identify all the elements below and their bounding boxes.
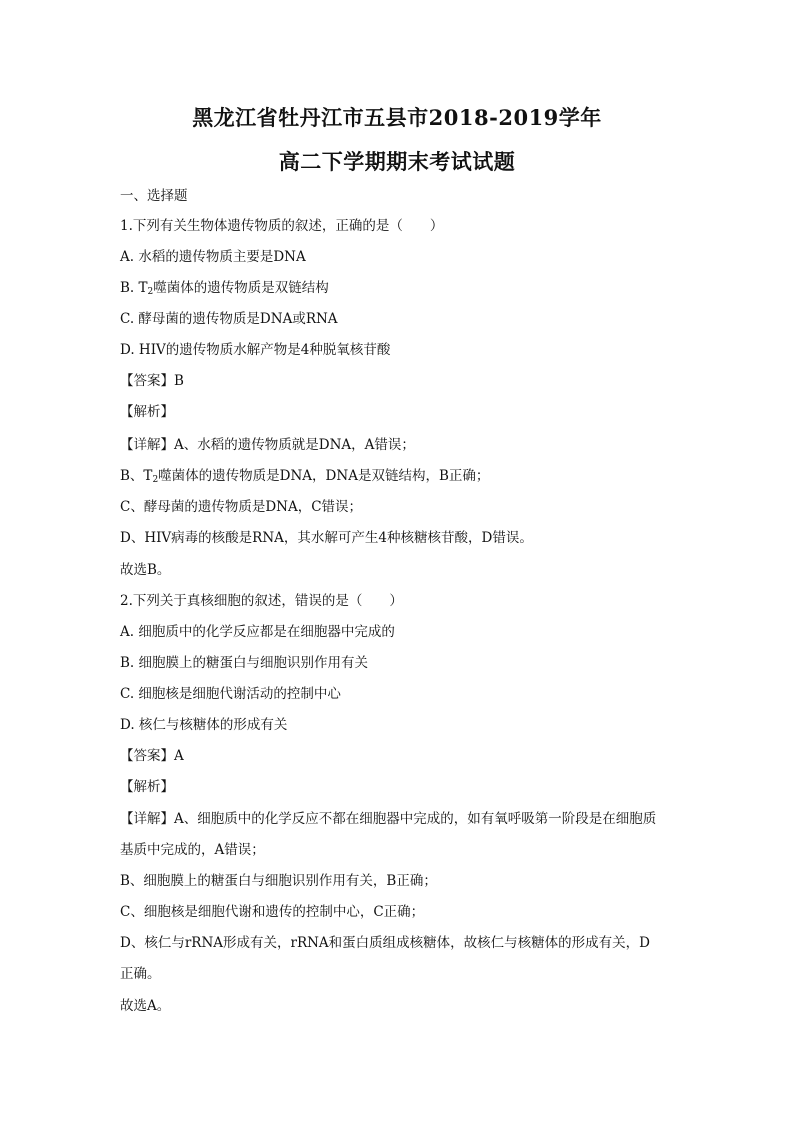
q1-analysis-heading: 【解析】 [120,404,174,420]
q1-option-d: D. HIV的遗传物质水解产物是4种脱氧核苷酸 [120,342,391,358]
q2-detail-3: C、细胞核是细胞代谢和遗传的控制中心，C正确； [120,904,425,920]
q2-detail-2: B、细胞膜上的糖蛋白与细胞识别作用有关，B正确； [120,873,437,889]
q1-option-b [120,279,680,297]
q1-detail-2 [120,467,680,485]
q1-detail-2-prefix: B、T [120,468,153,484]
q1-option-b-prefix: B. T [120,280,148,296]
section-heading: 一、选择题 [120,188,188,204]
document-title-line-2: 高二下学期期末考试试题 [278,149,516,174]
q2-conclusion: 故选A。 [120,998,171,1014]
q2-detail-1-line-1: 【详解】A、细胞质中的化学反应不都在细胞器中完成的，如有氧呼吸第一阶段是在细胞质 [120,811,657,827]
q2-option-c: C. 细胞核是细胞代谢活动的控制中心 [120,686,341,702]
q1-option-b-subscript: 2 [147,287,154,297]
q2-detail-4-line-2: 正确。 [120,966,161,982]
q2-detail-1-line-2: 基质中完成的，A错误； [120,842,265,858]
q2-option-d: D. 核仁与核糖体的形成有关 [120,717,288,733]
q1-option-a: A. 水稻的遗传物质主要是DNA [120,249,306,265]
q1-detail-2-suffix: 噬菌体的遗传物质是DNA，DNA是双链结构，B正确； [158,468,490,484]
q1-detail-1: 【详解】A、水稻的遗传物质就是DNA，A错误； [120,437,415,453]
q2-option-a: A. 细胞质中的化学反应都是在细胞器中完成的 [120,624,395,640]
q2-answer: 【答案】A [120,748,184,764]
q1-answer: 【答案】B [120,373,184,389]
q1-detail-3: C、酵母菌的遗传物质是DNA，C错误； [120,499,363,515]
q1-conclusion: 故选B。 [120,562,171,578]
q1-detail-4: D、HIV病毒的核酸是RNA，其水解可产生4种核糖核苷酸，D错误。 [120,530,533,546]
q2-analysis-heading: 【解析】 [120,779,174,795]
q2-detail-4-line-1: D、核仁与rRNA形成有关，rRNA和蛋白质组成核糖体，故核仁与核糖体的形成有关，D [120,935,651,951]
q1-stem: 1.下列有关生物体遗传物质的叙述，正确的是（ ） [120,218,444,234]
q1-detail-2-subscript: 2 [152,475,159,485]
document-title-line-1: 黑龙江省牡丹江市五县市2018-2019学年 [192,105,602,130]
q1-option-b-suffix: 噬菌体的遗传物质是双链结构 [153,280,329,296]
q2-stem: 2.下列关于真核细胞的叙述，错误的是（ ） [120,593,403,609]
q2-option-b: B. 细胞膜上的糖蛋白与细胞识别作用有关 [120,655,369,671]
q1-option-c: C. 酵母菌的遗传物质是DNA或RNA [120,311,338,327]
